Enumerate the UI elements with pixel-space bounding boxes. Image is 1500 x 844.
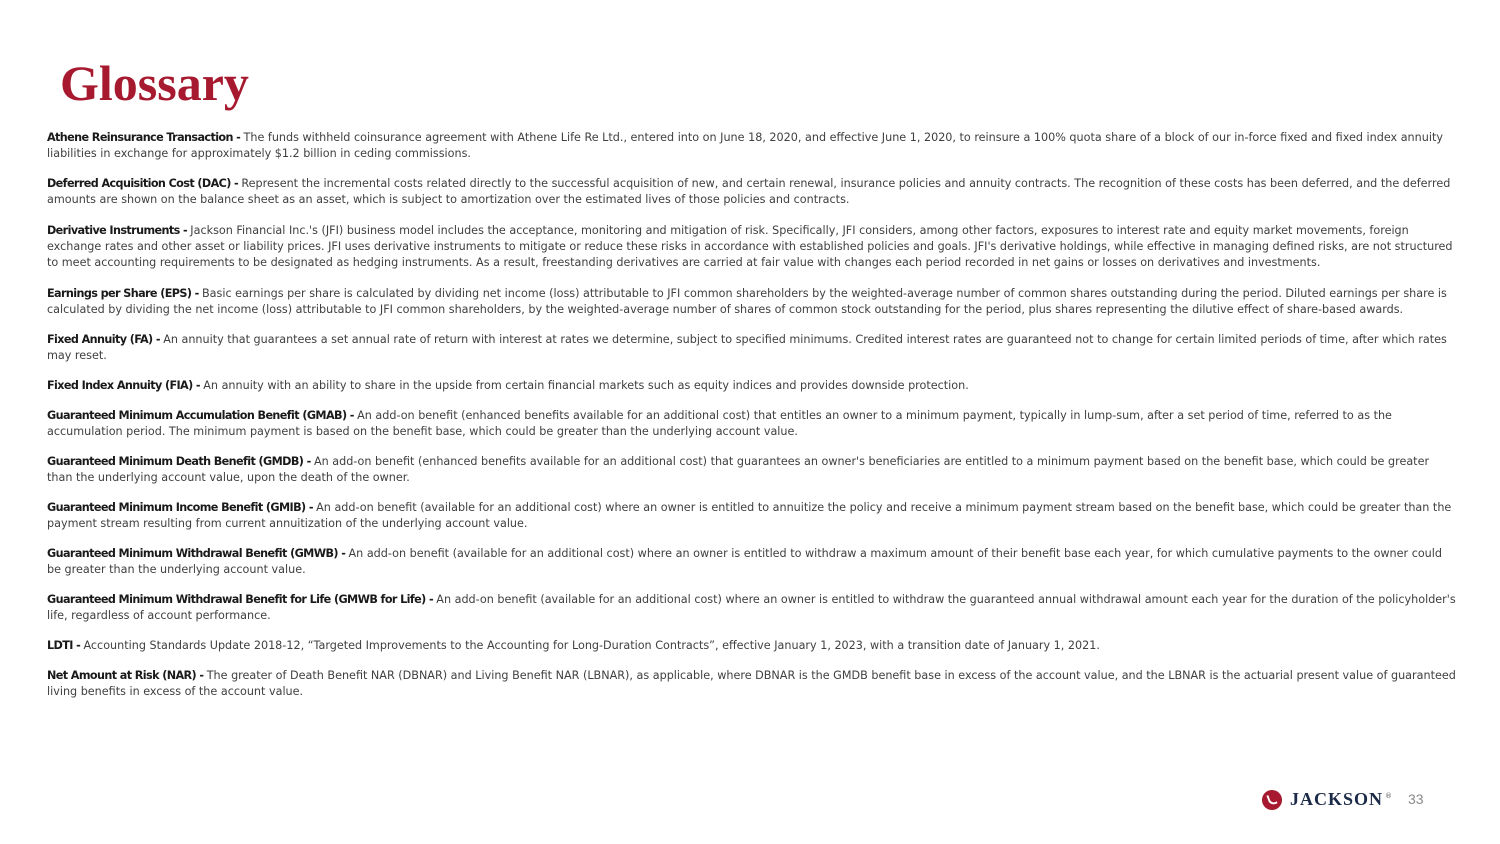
glossary-definition: An add-on benefit (available for an additional cost) where an owner is entitled to annuitize the policy and receive a minimum payment stream based on the benefit base, which could be greater than the payment stream resulting from current annuitization of the underlying account value. [47,501,1452,530]
glossary-list [47,130,1457,714]
glossary-entry [47,668,1457,700]
logo-text: JACKSON [1290,789,1384,809]
glossary-definition: An add-on benefit (enhanced benefits available for an additional cost) that guarantees an owner's beneficiaries are entitled to a minimum payment based on the benefit base, which could be greater than the underlying account value, upon the death of the owner. [47,455,1430,484]
glossary-entry [47,332,1457,364]
glossary-definition: Represent the incremental costs related directly to the successful acquisition of new, and certain renewal, insurance policies and annuity contracts. The recognition of these costs has been deferred, and the deferred amounts are shown on the balance sheet as an asset, which is subject to amortization over the estimated lives of those policies and contracts. [47,177,1451,206]
glossary-entry [47,408,1457,440]
glossary-entry [47,454,1457,486]
glossary-entry [47,176,1457,208]
glossary-definition: An add-on benefit (enhanced benefits available for an additional cost) that entitles an owner to a minimum payment, typically in lump-sum, after a set period of time, referred to as the accumulation period. The minimum payment is based on the benefit base, which could be greater than the underlying account value. [47,409,1392,438]
glossary-entry [47,130,1457,162]
glossary-definition: The funds withheld coinsurance agreement with Athene Life Re Ltd., entered into on June 18, 2020, and effective June 1, 2020, to reinsure a 100% quota share of a block of our in-force fixed and fixed index annuity liabilities in exchange for approximately $1.2 billion in ceding commissions. [47,131,1443,160]
glossary-term: Guaranteed Minimum Withdrawal Benefit (GMWB) - [47,547,349,560]
glossary-term: Net Amount at Risk (NAR) - [47,669,207,682]
glossary-definition: An annuity with an ability to share in the upside from certain financial markets such as equity indices and provides downside protection. [203,379,969,392]
glossary-definition: Basic earnings per share is calculated by dividing net income (loss) attributable to JFI common shareholders by the weighted-average number of common shares outstanding during the period. Diluted earnings per share is calculated by dividing the net income (loss) attributable to JFI common shareholders, by the weighted-average number of shares of common stock outstanding for the period, plus shares representing the dilutive effect of share-based awards. [47,287,1447,316]
glossary-term: Fixed Index Annuity (FIA) - [47,379,204,392]
glossary-entry [47,286,1457,318]
glossary-definition: An add-on benefit (available for an additional cost) where an owner is entitled to withdraw the guaranteed annual withdrawal amount each year for the duration of the policyholder's life, regardless of account performance. [47,593,1456,622]
glossary-definition: Accounting Standards Update 2018-12, “Targeted Improvements to the Accounting for Long-Duration Contracts”, effective January 1, 2023, with a transition date of January 1, 2021. [83,639,1100,652]
glossary-term: Guaranteed Minimum Income Benefit (GMIB) - [47,501,317,514]
glossary-entry [47,378,1457,394]
jackson-logo-mark-icon [1262,790,1282,810]
glossary-term: Athene Reinsurance Transaction - [47,131,244,144]
glossary-entry [47,546,1457,578]
glossary-term: Derivative Instruments - [47,224,191,237]
glossary-definition: The greater of Death Benefit NAR (DBNAR) and Living Benefit NAR (LBNAR), as applicable, where DBNAR is the GMDB benefit base in excess of the account value, and the LBNAR is the actuarial present value of guaranteed living benefits in excess of the account value. [47,669,1456,698]
page-title: Glossary [60,55,249,111]
glossary-definition: Jackson Financial Inc.'s (JFI) business model includes the acceptance, monitoring and mitigation of risk. Specifically, JFI considers, among other factors, exposures to interest rate and equity market movements, foreign exchange rates and other asset or liability prices. JFI uses derivative instruments to mitigate or reduce these risks in accordance with established policies and goals. JFI's derivative holdings, while effective in managing defined risks, are not structured to meet accounting requirements to be designated as hedging instruments. As a result, freestanding derivatives are carried at fair value with changes each period recorded in net gains or losses on derivatives and investments. [47,224,1453,269]
glossary-entry [47,223,1457,271]
glossary-term: LDTI - [47,639,84,652]
glossary-entry [47,592,1457,624]
glossary-term: Deferred Acquisition Cost (DAC) - [47,177,242,190]
jackson-logo [1262,789,1392,810]
glossary-definition: An annuity that guarantees a set annual rate of return with interest at rates we determine, subject to specified minimums. Credited interest rates are guaranteed not to change for certain limited periods of time, after which rates may reset. [47,333,1447,362]
glossary-term: Fixed Annuity (FA) - [47,333,164,346]
registered-mark: ® [1385,792,1393,800]
glossary-term: Guaranteed Minimum Accumulation Benefit (GMAB) - [47,409,358,422]
glossary-entry [47,500,1457,532]
glossary-definition: An add-on benefit (available for an additional cost) where an owner is entitled to withdraw a maximum amount of their benefit base each year, for which cumulative payments to the owner could be greater than the underlying account value. [47,547,1442,576]
page-number: 33 [1408,791,1424,807]
glossary-entry [47,638,1457,654]
glossary-term: Guaranteed Minimum Withdrawal Benefit for Life (GMWB for Life) - [47,593,437,606]
glossary-term: Guaranteed Minimum Death Benefit (GMDB) - [47,455,314,468]
glossary-term: Earnings per Share (EPS) - [47,287,202,300]
